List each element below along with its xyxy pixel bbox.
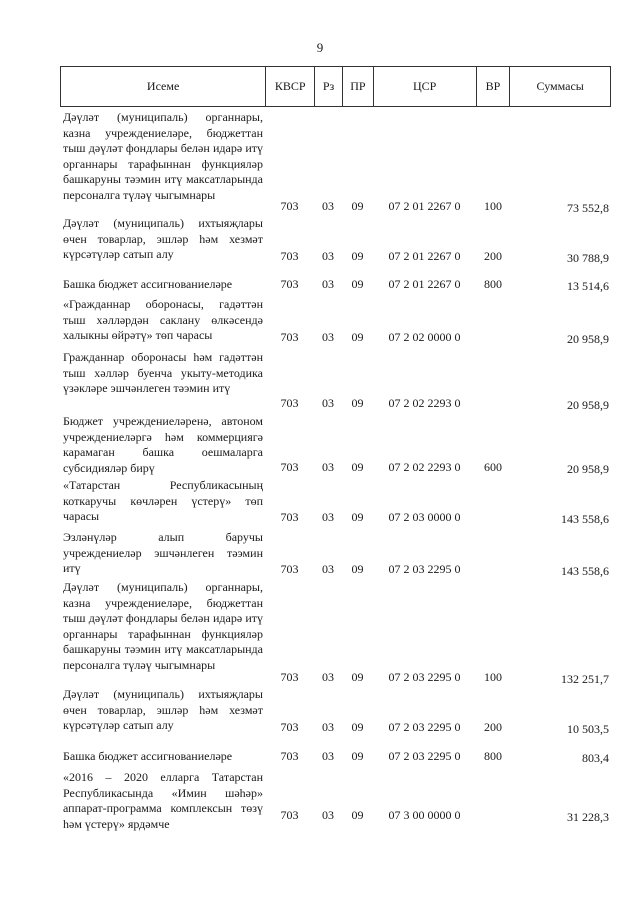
row-kvsr: 703 — [280, 330, 299, 344]
row-name: Эзләнүләр алып баручы учреждениеләр эшчәнлеген тәэмин итү — [63, 530, 263, 575]
row-pr: 09 — [351, 749, 364, 763]
row-name: Дәүләт (муниципаль) органнары, казна учреждениеләре, бюджеттан тыш дәүләт фондлары белән идарә итү органнары тарафыннан функцияләр башкаруны тәэмин итү максатларында персоналга түләү чыгымнары — [63, 110, 263, 202]
row-kvsr: 703 — [280, 460, 299, 474]
row-pr: 09 — [351, 460, 364, 474]
row-rz: 03 — [322, 562, 334, 576]
row-name: Дәүләт (муниципаль) ихтыяҗлары өчен товарлар, эшләр һәм хезмәт күрсәтүләр сатып алу — [63, 216, 263, 261]
row-pr: 09 — [351, 720, 364, 734]
row-csr: 07 2 03 2295 0 — [388, 720, 461, 734]
header-rz: Рз — [314, 67, 342, 106]
table-header — [60, 66, 611, 107]
table-row — [60, 770, 611, 832]
row-csr: 07 3 00 0000 0 — [388, 808, 461, 822]
row-sum: 20 958,9 — [567, 332, 609, 346]
row-vr: 100 — [484, 199, 502, 213]
row-rz: 03 — [322, 396, 334, 410]
table-row — [60, 687, 611, 735]
row-pr: 09 — [351, 330, 364, 344]
row-sum: 20 958,9 — [567, 462, 609, 476]
row-pr: 09 — [351, 249, 364, 263]
row-kvsr: 703 — [280, 199, 299, 213]
page-number: 9 — [316, 40, 324, 55]
row-csr: 07 2 03 2295 0 — [388, 749, 461, 763]
row-csr: 07 2 01 2267 0 — [388, 249, 461, 263]
row-sum: 143 558,6 — [561, 512, 609, 526]
row-rz: 03 — [322, 330, 334, 344]
row-kvsr: 703 — [280, 277, 299, 291]
row-kvsr: 703 — [280, 562, 299, 576]
row-csr: 07 2 01 2267 0 — [388, 277, 461, 291]
header-kvsr: КВСР — [265, 67, 314, 106]
table-row — [60, 277, 611, 297]
row-rz: 03 — [322, 277, 334, 291]
row-rz: 03 — [322, 460, 334, 474]
row-pr: 09 — [351, 510, 364, 524]
row-sum: 132 251,7 — [561, 672, 609, 686]
row-rz: 03 — [322, 670, 334, 684]
row-sum: 20 958,9 — [567, 398, 609, 412]
row-sum: 803,4 — [582, 751, 609, 765]
row-csr: 07 2 02 2293 0 — [388, 460, 461, 474]
row-rz: 03 — [322, 249, 334, 263]
row-sum: 13 514,6 — [567, 279, 609, 293]
row-csr: 07 2 03 0000 0 — [388, 510, 461, 524]
row-vr: 200 — [484, 249, 502, 263]
row-kvsr: 703 — [280, 749, 299, 763]
row-csr: 07 2 03 2295 0 — [388, 562, 461, 576]
row-name: «2016 – 2020 елларга Татарстан Республикасында «Имин шәһәр» аппарат-программа комплексын төзү һәм үстерү» ярдәмче — [63, 770, 263, 831]
row-rz: 03 — [322, 749, 334, 763]
row-kvsr: 703 — [280, 510, 299, 524]
header-name: Исеме — [146, 79, 180, 93]
table-row — [60, 350, 611, 412]
row-vr: 800 — [484, 749, 502, 763]
table-row — [60, 110, 611, 215]
row-csr: 07 2 02 2293 0 — [388, 396, 461, 410]
row-pr: 09 — [351, 277, 364, 291]
row-pr: 09 — [351, 562, 364, 576]
row-pr: 09 — [351, 670, 364, 684]
row-name: Дәүләт (муниципаль) органнары, казна учреждениеләре, бюджеттан тыш дәүләт фондлары белән идарә итү органнары тарафыннан функцияләр башкаруны тәэмин итү максатларында персоналга түләү чыгымнары — [63, 580, 263, 672]
row-sum: 143 558,6 — [561, 564, 609, 578]
row-kvsr: 703 — [280, 808, 299, 822]
row-name: Дәүләт (муниципаль) ихтыяҗлары өчен товарлар, эшләр һәм хезмәт күрсәтүләр сатып алу — [63, 687, 263, 732]
row-rz: 03 — [322, 199, 334, 213]
row-rz: 03 — [322, 720, 334, 734]
header-sum: Суммасы — [509, 67, 610, 106]
header-vr: ВР — [476, 67, 510, 106]
row-csr: 07 2 03 2295 0 — [388, 670, 461, 684]
table-row — [60, 297, 611, 345]
row-kvsr: 703 — [280, 720, 299, 734]
row-name: Бюджет учреждениеләренә, автоном учреждениеләргә һәм коммерциягә карамаган башка оешмаларга субсидияләр бирү — [63, 414, 263, 475]
table-row — [60, 414, 611, 476]
row-csr: 07 2 02 0000 0 — [388, 330, 461, 344]
row-kvsr: 703 — [280, 670, 299, 684]
row-name: «Татарстан Республикасының коткаручы көчләрен үстерү» төп чарасы — [63, 478, 263, 523]
table-row — [60, 478, 611, 526]
row-csr: 07 2 01 2267 0 — [388, 199, 461, 213]
row-rz: 03 — [322, 510, 334, 524]
row-vr: 200 — [484, 720, 502, 734]
row-name: Башка бюджет ассигнованиеләре — [63, 749, 233, 763]
row-kvsr: 703 — [280, 249, 299, 263]
table-row — [60, 216, 611, 264]
row-vr: 600 — [484, 460, 502, 474]
table-row — [60, 530, 611, 578]
table-row — [60, 580, 611, 684]
row-vr: 100 — [484, 670, 502, 684]
table-row — [60, 749, 611, 769]
row-name: Гражданнар оборонасы һәм гадәттән тыш хәлләр буенча укыту-методика үзәкләре эшчәнлеген тәэмин итү — [63, 350, 263, 395]
row-sum: 31 228,3 — [567, 810, 609, 824]
header-pr: ПР — [342, 67, 373, 106]
row-pr: 09 — [351, 808, 364, 822]
row-rz: 03 — [322, 808, 334, 822]
row-pr: 09 — [351, 396, 364, 410]
row-vr: 800 — [484, 277, 502, 291]
row-name: «Гражданнар оборонасы, гадәттән тыш хәлләрдән саклану өлкәсендә халыкны өйрәтү» төп чарасы — [63, 297, 263, 342]
row-pr: 09 — [351, 199, 364, 213]
header-csr: ЦСР — [373, 67, 476, 106]
row-sum: 30 788,9 — [567, 251, 609, 265]
row-kvsr: 703 — [280, 396, 299, 410]
row-sum: 73 552,8 — [567, 201, 609, 215]
row-sum: 10 503,5 — [567, 722, 609, 736]
row-name: Башка бюджет ассигнованиеләре — [63, 277, 233, 291]
